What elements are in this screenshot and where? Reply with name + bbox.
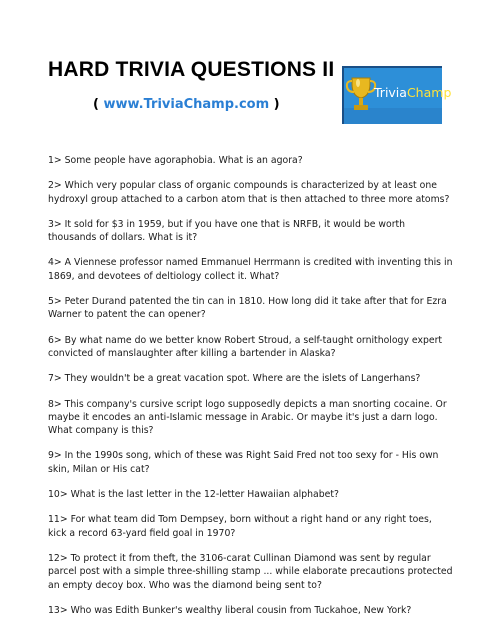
logo-wordmark bbox=[374, 85, 451, 100]
question-9: 9> In the 1990s song, which of these was Right Said Fred not too sexy for - His own skin, Milan or His cat? bbox=[48, 450, 439, 475]
question-13: 13> Who was Edith Bunker's wealthy liberal cousin from Tuckahoe, New York? bbox=[48, 604, 412, 616]
question-list bbox=[48, 154, 453, 629]
question-5: 5> Peter Durand patented the tin can in 1810. How long did it take after that for Ezra Warner to patent the can opener? bbox=[48, 296, 447, 321]
question-12: 12> To protect it from theft, the 3106-carat Cullinan Diamond was sent by regular parcel post with a simple three-shilling stamp ... while elaborate precautions protected an empty decoy box. Who was the diamond being sent to? bbox=[48, 552, 453, 591]
question-6: 6> By what name do we better know Robert Stroud, a self-taught ornithology expert convicted of manslaughter after killing a bartender in Alaska? bbox=[48, 334, 443, 359]
question-1: 1> Some people have agoraphobia. What is an agora? bbox=[48, 155, 303, 166]
triviachamp-logo[interactable] bbox=[342, 66, 452, 124]
question-11: 11> For what team did Tom Dempsey, born without a right hand or any right toes, kick a record 63-yard field goal in 1970? bbox=[48, 514, 432, 539]
question-4: 4> A Viennese professor named Emmanuel Herrmann is credited with inventing this in 1869, and devotees of deltiology collect it. What? bbox=[48, 257, 453, 282]
question-8: 8> This company's cursive script logo supposedly depicts a man snorting cocaine. Or maybe it encodes an anti-Islamic message in Arabic. Or maybe it's just a darn logo. What company is this? bbox=[48, 398, 447, 437]
question-7: 7> They wouldn't be a great vacation spot. Where are the islets of Langerhans? bbox=[48, 373, 421, 385]
close-paren: ) bbox=[269, 97, 280, 112]
logo-word-champ: Champ bbox=[406, 85, 452, 100]
question-3: 3> It sold for $3 in 1959, but if you have one that is NRFB, it would be worth thousands of dollars. What is it? bbox=[48, 218, 406, 244]
site-line bbox=[93, 97, 280, 112]
open-paren: ( bbox=[93, 97, 104, 112]
page-title: HARD TRIVIA QUESTIONS II bbox=[48, 58, 335, 81]
logo-word-trivia: Trivia bbox=[374, 85, 407, 100]
question-2: 2> Which very popular class of organic compounds is characterized by at least one hydroxyl group attached to a carbon atom that is then attached to three more atoms? bbox=[48, 180, 450, 205]
site-link[interactable]: www.TriviaChamp.com bbox=[103, 97, 270, 112]
question-10: 10> What is the last letter in the 12-letter Hawaiian alphabet? bbox=[48, 489, 339, 501]
